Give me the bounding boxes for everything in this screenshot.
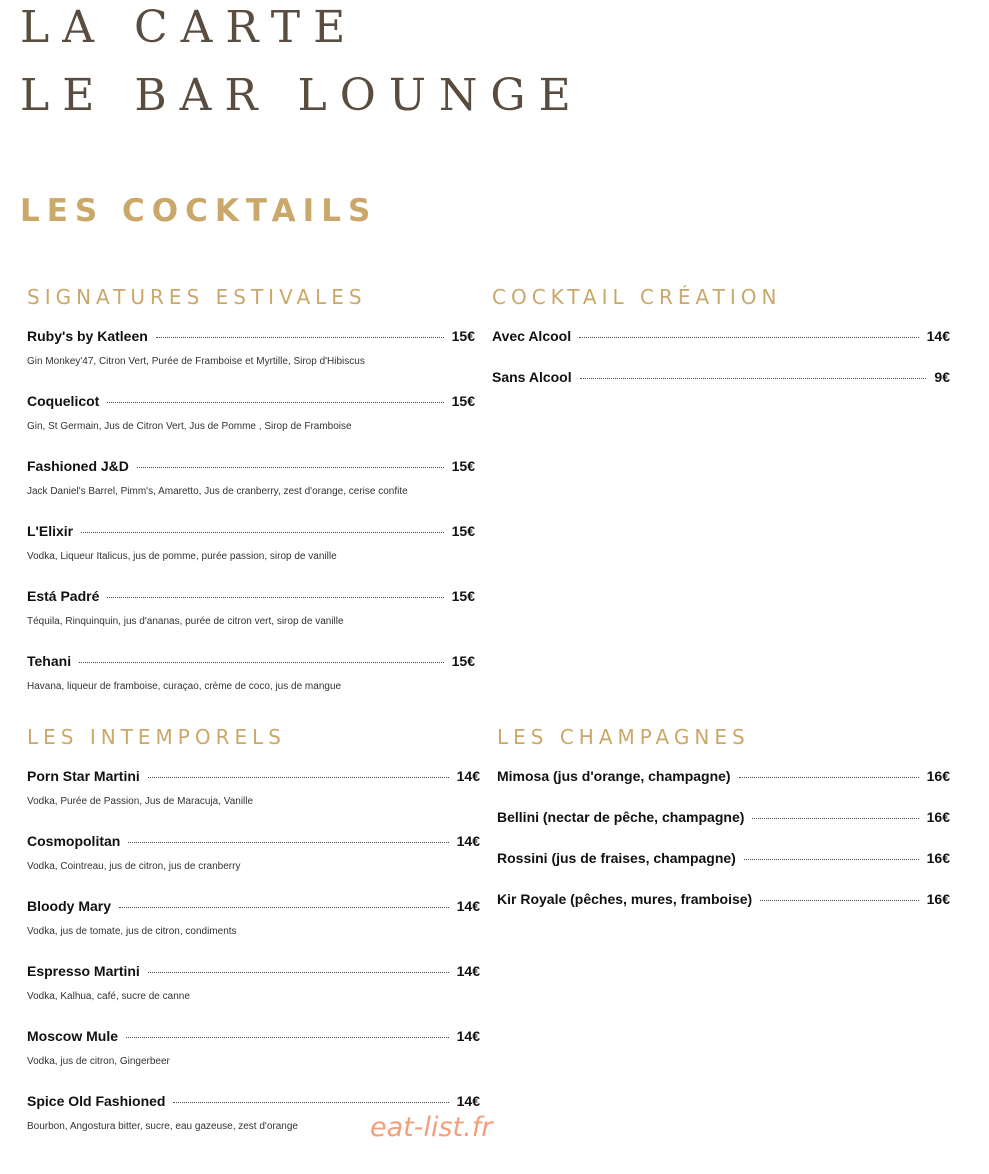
item-name: Mimosa (jus d'orange, champagne) xyxy=(497,768,731,784)
subhead-creation: COCKTAIL CRÉATION xyxy=(492,285,782,309)
dot-leader xyxy=(739,777,919,778)
item-description: Vodka, Kalhua, café, sucre de canne xyxy=(27,991,190,1002)
item-description: Gin, St Germain, Jus de Citron Vert, Jus de Pomme , Sirop de Framboise xyxy=(27,421,352,432)
item-description: Vodka, jus de citron, Gingerbeer xyxy=(27,1056,170,1067)
item-name: Sans Alcool xyxy=(492,369,572,385)
item-name: Rossini (jus de fraises, champagne) xyxy=(497,850,736,866)
dot-leader xyxy=(128,842,448,843)
dot-leader xyxy=(580,378,927,379)
item-price: 15€ xyxy=(451,393,475,409)
item-price: 14€ xyxy=(926,328,950,344)
menu-item xyxy=(492,365,950,406)
champagnes-column xyxy=(497,724,950,928)
item-price: 14€ xyxy=(456,963,480,979)
dot-leader xyxy=(173,1102,448,1103)
menu-item xyxy=(27,959,480,1024)
item-name: Fashioned J&D xyxy=(27,458,129,474)
menu-item xyxy=(497,887,950,928)
item-name: Coquelicot xyxy=(27,393,100,409)
subhead-signatures: SIGNATURES ESTIVALES xyxy=(27,285,367,309)
menu-item xyxy=(27,894,480,959)
item-price: 14€ xyxy=(456,833,480,849)
menu-item xyxy=(27,389,475,454)
menu-item xyxy=(27,454,475,519)
item-description: Gin Monkey'47, Citron Vert, Purée de Framboise et Myrtille, Sirop d'Hibiscus xyxy=(27,356,365,367)
menu-item xyxy=(27,584,475,649)
item-price: 16€ xyxy=(926,891,950,907)
section-title-cocktails: LES COCKTAILS xyxy=(20,193,378,229)
item-price: 16€ xyxy=(926,768,950,784)
menu-item xyxy=(27,324,475,389)
dot-leader xyxy=(107,402,443,403)
menu-item xyxy=(27,829,480,894)
signatures-column xyxy=(27,284,475,714)
menu-item xyxy=(27,649,475,714)
dot-leader xyxy=(79,662,444,663)
item-price: 15€ xyxy=(451,653,475,669)
item-name: Porn Star Martini xyxy=(27,768,140,784)
item-description: Vodka, Liqueur Italicus, jus de pomme, purée passion, sirop de vanille xyxy=(27,551,337,562)
menu-item xyxy=(497,805,950,846)
dot-leader xyxy=(156,337,444,338)
item-price: 14€ xyxy=(456,1093,480,1109)
dot-leader xyxy=(119,907,449,908)
item-description: Vodka, jus de tomate, jus de citron, condiments xyxy=(27,926,237,937)
item-name: Moscow Mule xyxy=(27,1028,119,1044)
menu-title-line-2: LE BAR LOUNGE xyxy=(20,70,584,121)
item-name: Bloody Mary xyxy=(27,898,112,914)
item-name: Avec Alcool xyxy=(492,328,572,344)
menu-item xyxy=(27,1024,480,1089)
subhead-champagnes: LES CHAMPAGNES xyxy=(497,725,750,749)
item-price: 15€ xyxy=(451,328,475,344)
item-name: Kir Royale (pêches, mures, framboise) xyxy=(497,891,753,907)
item-price: 14€ xyxy=(456,768,480,784)
item-price: 15€ xyxy=(451,588,475,604)
menu-item xyxy=(27,519,475,584)
item-name: Bellini (nectar de pêche, champagne) xyxy=(497,809,745,825)
dot-leader xyxy=(81,532,444,533)
item-description: Jack Daniel's Barrel, Pimm's, Amaretto, Jus de cranberry, zest d'orange, cerise confite xyxy=(27,486,408,497)
item-price: 14€ xyxy=(456,1028,480,1044)
watermark: eat-list.fr xyxy=(370,1112,493,1143)
dot-leader xyxy=(760,900,918,901)
item-price: 14€ xyxy=(456,898,480,914)
menu-item xyxy=(492,324,950,365)
menu-title-line-1: LA CARTE xyxy=(20,2,359,53)
creation-column xyxy=(492,284,950,406)
item-name: L'Elixir xyxy=(27,523,74,539)
dot-leader xyxy=(126,1037,449,1038)
dot-leader xyxy=(579,337,919,338)
menu-item xyxy=(497,846,950,887)
item-name: Espresso Martini xyxy=(27,963,140,979)
dot-leader xyxy=(752,818,918,819)
item-name: Tehani xyxy=(27,653,72,669)
subhead-intemporels: LES INTEMPORELS xyxy=(27,725,286,749)
item-name: Cosmopolitan xyxy=(27,833,121,849)
dot-leader xyxy=(137,467,444,468)
item-price: 16€ xyxy=(926,850,950,866)
item-description: Vodka, Purée de Passion, Jus de Maracuja, Vanille xyxy=(27,796,254,807)
item-price: 9€ xyxy=(934,369,950,385)
dot-leader xyxy=(107,597,443,598)
menu-item xyxy=(27,764,480,829)
dot-leader xyxy=(744,859,919,860)
dot-leader xyxy=(148,972,449,973)
intemporels-column xyxy=(27,724,480,1154)
item-description: Vodka, Cointreau, jus de citron, jus de cranberry xyxy=(27,861,241,872)
item-description: Bourbon, Angostura bitter, sucre, eau gazeuse, zest d'orange xyxy=(27,1121,298,1132)
item-name: Está Padré xyxy=(27,588,100,604)
item-name: Ruby's by Katleen xyxy=(27,328,148,344)
menu-item xyxy=(497,764,950,805)
item-description: Havana, liqueur de framboise, curaçao, crème de coco, jus de mangue xyxy=(27,681,342,692)
item-description: Téquila, Rinquinquin, jus d'ananas, purée de citron vert, sirop de vanille xyxy=(27,616,344,627)
item-name: Spice Old Fashioned xyxy=(27,1093,166,1109)
item-price: 15€ xyxy=(451,523,475,539)
dot-leader xyxy=(148,777,449,778)
item-price: 16€ xyxy=(926,809,950,825)
item-price: 15€ xyxy=(451,458,475,474)
